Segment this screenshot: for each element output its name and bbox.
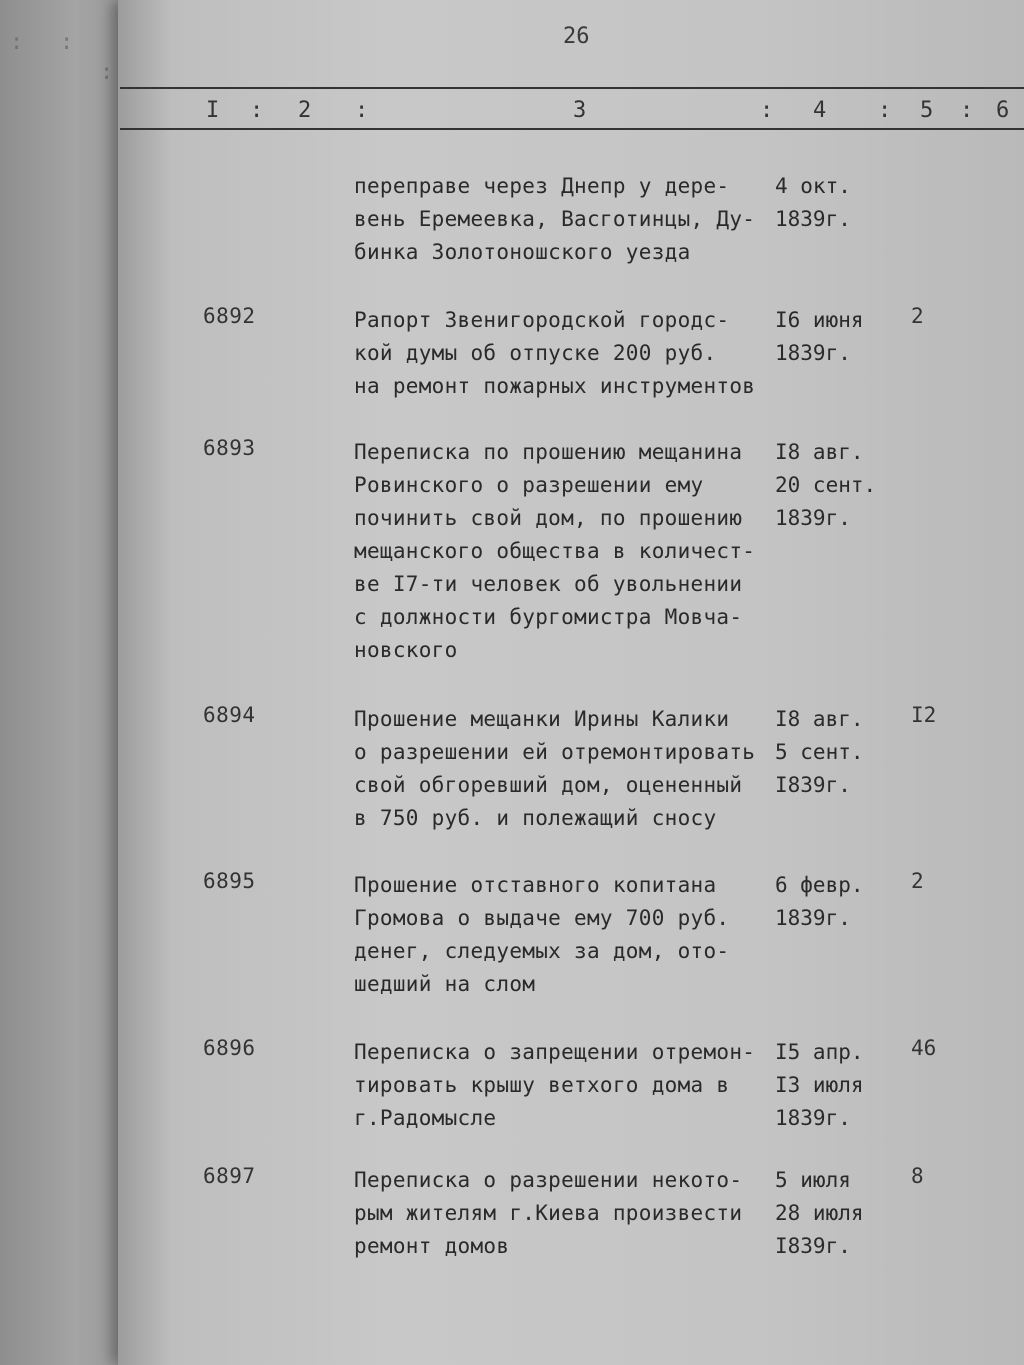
entry-description: Прошение мещанки Ирины Калики о разрешении ей отремонтировать свой обгоревший дом, оцененный в 750 руб. и полежащий сносу xyxy=(354,707,756,830)
entry-number: 6896 xyxy=(203,1036,256,1060)
entry-dates: 5 июля 28 июля I839г. xyxy=(775,1168,864,1258)
entry-description: Переписка по прошению мещанина Ровинского о разрешении ему починить свой дом, по прошению мещанского общества в количест- ве I7-ти человек об увольнении с должности бургомистра Мовча- новского xyxy=(354,440,756,662)
entry-dates: I6 июня 1839г. xyxy=(775,308,864,365)
column-header: 3 xyxy=(573,98,587,123)
entry-sheet-count: 8 xyxy=(911,1164,924,1188)
entry-sheet-count: 46 xyxy=(911,1036,937,1060)
entry-description: Переписка о разрешении некото- рым жителям г.Киева произвести ремонт домов xyxy=(354,1168,743,1258)
entry-number: 6894 xyxy=(203,703,256,727)
entry-dates: I8 авг. 5 сент. I839г. xyxy=(775,707,864,797)
column-separator: : xyxy=(355,98,369,123)
entry-number: 6895 xyxy=(203,869,256,893)
entry-dates: I8 авг. 20 сент. 1839г. xyxy=(775,440,877,530)
column-separator: : xyxy=(760,98,774,123)
entry-description: Переписка о запрещении отремон- тировать крышу ветхого дома в г.Радомысле xyxy=(354,1040,756,1130)
document-page xyxy=(118,0,1024,1365)
column-header: 2 xyxy=(298,98,312,123)
entry-sheet-count: 2 xyxy=(911,869,924,893)
left-page-glyph: : xyxy=(100,60,114,85)
entry-sheet-count: I2 xyxy=(911,703,937,727)
entry-description: Прошение отставного копитана Громова о выдаче ему 700 руб. денег, следуемых за дом, ото- шедший на слом xyxy=(354,873,730,996)
column-header: I xyxy=(206,98,220,123)
header-rule-top xyxy=(120,87,1024,89)
column-header: 6 xyxy=(996,98,1010,123)
column-separator: : xyxy=(250,98,264,123)
column-separator: : xyxy=(878,98,892,123)
left-page-edge xyxy=(0,0,125,1365)
entry-sheet-count: 2 xyxy=(911,304,924,328)
column-header: 4 xyxy=(813,98,827,123)
entry-number: 6892 xyxy=(203,304,256,328)
column-header: 5 xyxy=(920,98,934,123)
entry-description: переправе через Днепр у дере- вень Еремеевка, Васготинцы, Ду- бинка Золотоношского уезда xyxy=(354,174,756,264)
entry-dates: 6 февр. 1839г. xyxy=(775,873,864,930)
left-page-glyph: : xyxy=(60,30,74,55)
entry-dates: 4 окт. 1839г. xyxy=(775,174,851,231)
page-number: 26 xyxy=(563,24,590,49)
column-separator: : xyxy=(960,98,974,123)
entry-dates: I5 апр. I3 июля 1839г. xyxy=(775,1040,864,1130)
entry-description: Рапорт Звенигородской городс- кой думы об отпуске 200 руб. на ремонт пожарных инструментов xyxy=(354,308,756,398)
entry-number: 6893 xyxy=(203,436,256,460)
left-page-glyph: : xyxy=(10,30,24,55)
entry-number: 6897 xyxy=(203,1164,256,1188)
header-rule-bottom xyxy=(120,128,1024,130)
